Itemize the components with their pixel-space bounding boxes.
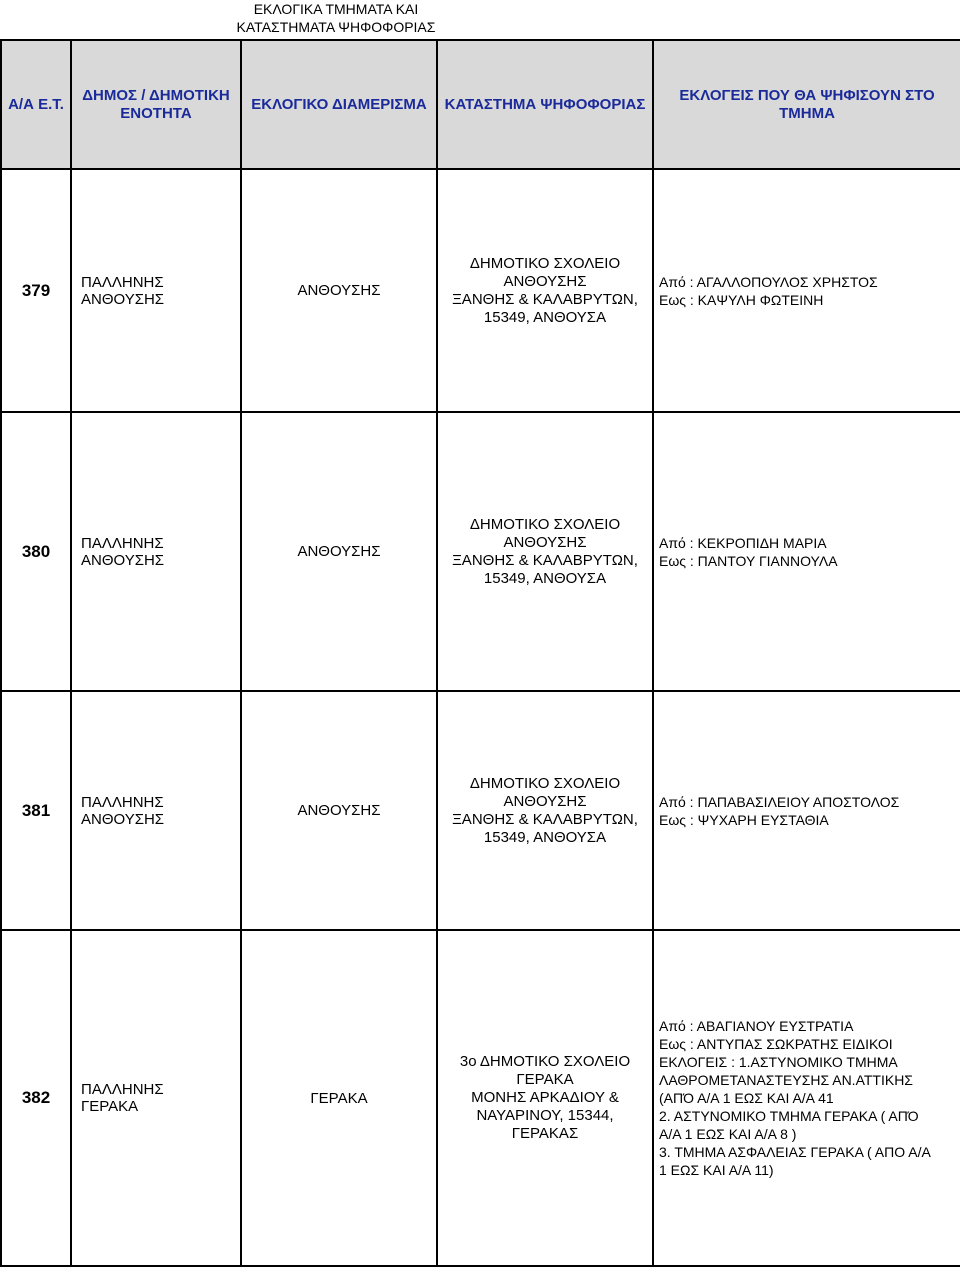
electors-line: Εως : ΚΑΨΥΛΗ ΦΩΤΕΙΝΗ [659,291,824,308]
store-line: ΔΗΜΟΤΙΚΟ ΣΧΟΛΕΙΟ [469,774,621,792]
store-line: ΝΑΥΑΡΙΝΟΥ, 15344, [476,1107,614,1124]
header-number-label: Α/Α Ε.Τ. [8,95,64,113]
electors-line: 1 ΕΩΣ ΚΑΙ Α/Α 11) [659,1162,774,1178]
store-line: ΑΝΘΟΥΣΗΣ [503,792,587,810]
row-store [437,691,653,930]
store-line: 15349, ΑΝΘΟΥΣΑ [483,308,607,326]
header-district-label: ΕΚΛΟΓΙΚΟ ΔΙΑΜΕΡΙΣΜΑ [251,95,427,113]
store-line: 15349, ΑΝΘΟΥΣΑ [483,828,607,846]
store-line: ΞΑΝΘΗΣ & ΚΑΛΑΒΡΥΤΩΝ, [452,551,638,569]
store-line: ΔΗΜΟΤΙΚΟ ΣΧΟΛΕΙΟ [469,254,621,272]
row-electors [653,691,960,930]
row-electors [653,930,960,1266]
store-line: ΓΕΡΑΚΑ [516,1071,574,1088]
row-municipality [71,930,241,1266]
store-line: ΑΝΘΟΥΣΗΣ [503,272,587,290]
row-municipality [71,691,241,930]
page-title-line: ΚΑΤΑΣΤΗΜΑΤΑ ΨΗΦΟΦΟΡΙΑΣ [236,19,436,35]
header-store-label: ΚΑΤΑΣΤΗΜΑ ΨΗΦΟΦΟΡΙΑΣ [444,95,646,113]
table-row [1,169,960,412]
row-electors [653,412,960,691]
electors-line: Από : ΑΒΑΓΙΑΝΟΥ ΕΥΣΤΡΑΤΙΑ [659,1018,854,1034]
header-number [1,40,71,169]
municipality-line: ΑΝΘΟΥΣΗΣ [81,290,165,308]
row-district: ΑΝΘΟΥΣΗΣ [241,412,437,691]
row-district: ΓΕΡΑΚΑ [241,930,437,1266]
store-line: 15349, ΑΝΘΟΥΣΑ [483,569,607,587]
header-electors-label: ΤΜΗΜΑ [779,104,835,122]
store-line: ΜΟΝΗΣ ΑΡΚΑΔΙΟΥ & [471,1089,619,1106]
electors-line: Εως : ΠΑΝΤΟΥ ΓΙΑΝΝΟΥΛΑ [659,552,838,569]
page-title [226,0,446,36]
row-district: ΑΝΘΟΥΣΗΣ [241,169,437,412]
electors-line: (ΑΠΌ Α/Α 1 ΕΩΣ ΚΑΙ Α/Α 41 [659,1090,834,1106]
store-line: ΞΑΝΘΗΣ & ΚΑΛΑΒΡΥΤΩΝ, [452,290,638,308]
header-municipality [71,40,241,169]
row-district: ΑΝΘΟΥΣΗΣ [241,691,437,930]
header-district [241,40,437,169]
municipality-line: ΠΑΛΛΗΝΗΣ [81,1081,164,1098]
table-row [1,412,960,691]
store-line: ΑΝΘΟΥΣΗΣ [503,533,587,551]
row-electors [653,169,960,412]
table-row [1,930,960,1266]
municipality-line: ΑΝΘΟΥΣΗΣ [81,551,165,569]
polling-stations-table [0,39,960,1267]
electors-line: Α/Α 1 ΕΩΣ ΚΑΙ Α/Α 8 ) [659,1126,797,1142]
row-municipality [71,412,241,691]
municipality-line: ΑΝΘΟΥΣΗΣ [81,810,165,828]
header-store [437,40,653,169]
header-municipality-label: ΔΗΜΟΣ / ΔΗΜΟΤΙΚΗ [82,86,230,104]
store-line: 3ο ΔΗΜΟΤΙΚΟ ΣΧΟΛΕΙΟ [459,1053,631,1070]
municipality-line: ΠΑΛΛΗΝΗΣ [81,273,164,291]
row-store [437,930,653,1266]
row-number: 382 [1,930,71,1266]
header-electors [653,40,960,169]
row-number: 379 [1,169,71,412]
row-number: 380 [1,412,71,691]
row-number: 381 [1,691,71,930]
table-row [1,691,960,930]
row-store [437,412,653,691]
table-header-row [1,40,960,169]
municipality-line: ΠΑΛΛΗΝΗΣ [81,793,164,811]
electors-line: 3. ΤΜΗΜΑ ΑΣΦΑΛΕΙΑΣ ΓΕΡΑΚΑ ( ΑΠΟ Α/Α [659,1144,931,1160]
electors-line: Εως : ΨΥΧΑΡΗ ΕΥΣΤΑΘΙΑ [659,811,829,828]
page-title-line: ΕΚΛΟΓΙΚΑ ΤΜΗΜΑΤΑ ΚΑΙ [253,1,419,17]
row-store [437,169,653,412]
municipality-line: ΓΕΡΑΚΑ [81,1098,139,1115]
header-electors-label: ΕΚΛΟΓΕΙΣ ΠΟΥ ΘΑ ΨΗΦΙΣΟΥΝ ΣΤΟ [679,86,935,104]
electors-line: Από : ΚΕΚΡΟΠΙΔΗ ΜΑΡΙΑ [659,534,827,551]
electors-line: 2. ΑΣΤΥΝΟΜΙΚΟ ΤΜΗΜΑ ΓΕΡΑΚΑ ( ΑΠΌ [659,1108,919,1124]
store-line: ΓΕΡΑΚΑΣ [511,1125,579,1142]
electors-line: Από : ΠΑΠΑΒΑΣΙΛΕΙΟΥ ΑΠΟΣΤΟΛΟΣ [659,793,900,810]
store-line: ΔΗΜΟΤΙΚΟ ΣΧΟΛΕΙΟ [469,515,621,533]
store-line: ΞΑΝΘΗΣ & ΚΑΛΑΒΡΥΤΩΝ, [452,810,638,828]
electors-line: ΕΚΛΟΓΕΙΣ : 1.ΑΣΤΥΝΟΜΙΚΟ ΤΜΗΜΑ [659,1054,898,1070]
electors-line: Εως : ΑΝΤΥΠΑΣ ΣΩΚΡΑΤΗΣ ΕΙΔΙΚΟΙ [659,1036,893,1052]
municipality-line: ΠΑΛΛΗΝΗΣ [81,534,164,552]
row-municipality [71,169,241,412]
header-municipality-label: ΕΝΟΤΗΤΑ [120,104,192,122]
electors-line: ΛΑΘΡΟΜΕΤΑΝΑΣΤΕΥΣΗΣ ΑΝ.ΑΤΤΙΚΗΣ [659,1072,913,1088]
electors-line: Από : ΑΓΑΛΛΟΠΟΥΛΟΣ ΧΡΗΣΤΟΣ [659,273,878,290]
